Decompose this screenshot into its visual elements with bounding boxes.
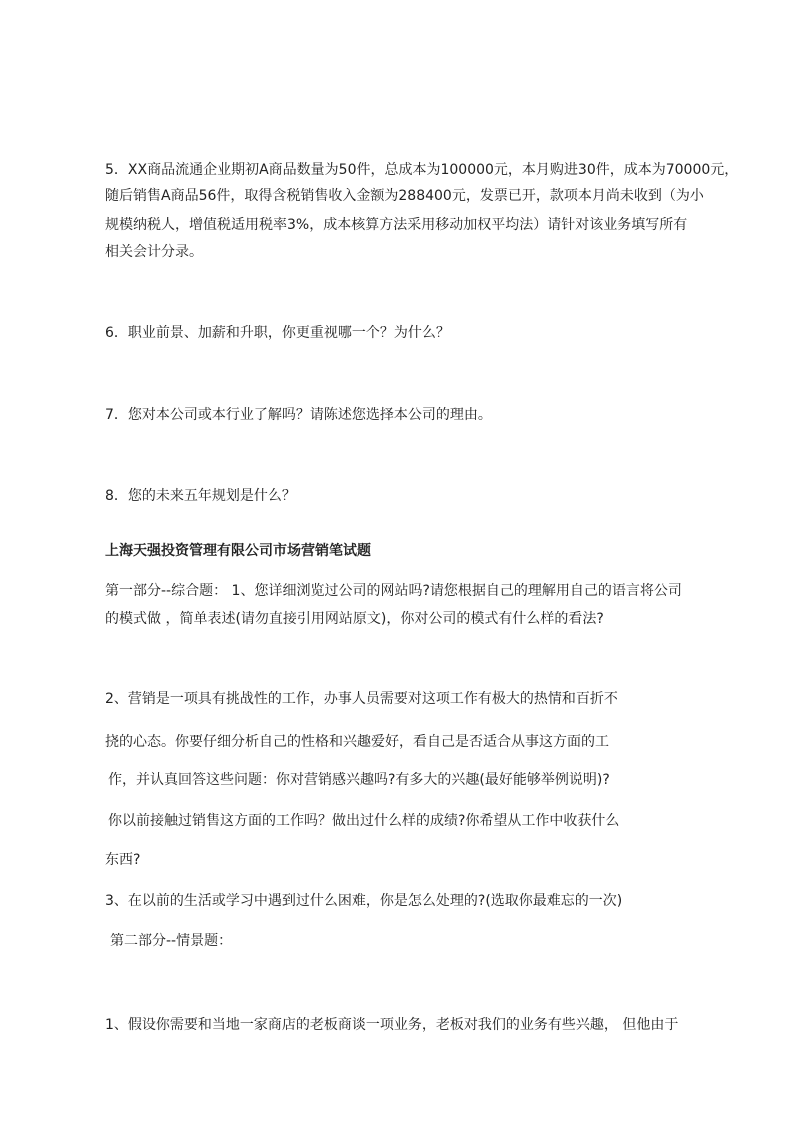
q5-line-2: 随后销售A商品56件，取得含税销售收入金额为288400元，发票已开，款项本月尚未收到（为小 xyxy=(105,188,704,204)
p3-line: 3、在以前的生活或学习中遇到过什么困难，你是怎么处理的?(选取你最难忘的一次) xyxy=(105,893,623,909)
part1-line-1: 第一部分--综合题： 1、您详细浏览过公司的网站吗?请您根据自己的理解用自己的语言将公司 xyxy=(105,583,682,599)
part2-title: 第二部分--情景题： xyxy=(110,933,233,949)
question-6: 6．职业前景、加薪和升职，你更重视哪一个？为什么？ xyxy=(105,325,450,341)
question-7: 7．您对本公司或本行业了解吗？请陈述您选择本公司的理由。 xyxy=(105,407,492,423)
q5-line-4: 相关会计分录。 xyxy=(105,244,203,260)
p2-line-5: 东西? xyxy=(105,852,141,868)
question-8: 8．您的未来五年规划是什么？ xyxy=(105,488,296,504)
q5-line-3: 规模纳税人，增值税适用税率3%，成本核算方法采用移动加权平均法）请针对该业务填写所有 xyxy=(105,217,688,233)
p2-line-3: 作，并认真回答这些问题：你对营销感兴趣吗?有多大的兴趣(最好能够举例说明)? xyxy=(108,772,610,788)
p2-line-4: 你以前接触过销售这方面的工作吗？做出过什么样的成绩?你希望从工作中收获什么 xyxy=(108,813,620,829)
part1-line-2: 的模式做 ，简单表述(请勿直接引用网站原文)，你对公司的模式有什么样的看法? xyxy=(105,611,604,627)
section-title: 上海天强投资管理有限公司市场营销笔试题 xyxy=(105,543,371,559)
scenario-1-line: 1、假设你需要和当地一家商店的老板商谈一项业务，老板对我们的业务有些兴趣， 但他由于 xyxy=(105,1017,679,1033)
q5-line-1: 5．XX商品流通企业期初A商品数量为50件，总成本为100000元，本月购进30件，成本为70000元， xyxy=(105,162,739,178)
p2-line-1: 2、营销是一项具有挑战性的工作，办事人员需要对这项工作有极大的热情和百折不 xyxy=(105,691,618,707)
p2-line-2: 挠的心态。你要仔细分析自己的性格和兴趣爱好，看自己是否适合从事这方面的工 xyxy=(105,734,609,750)
